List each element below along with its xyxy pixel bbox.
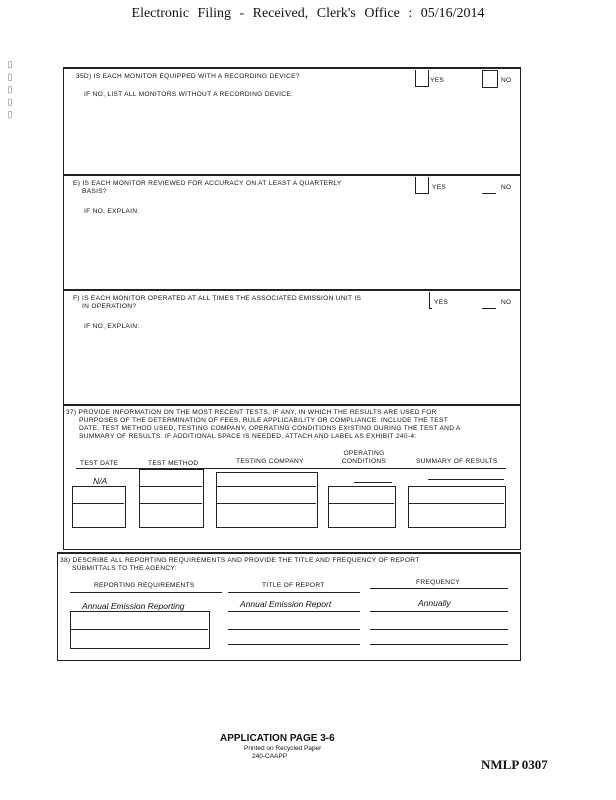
- yes-label-35d: YES: [430, 77, 445, 84]
- testing-company-field[interactable]: [216, 472, 318, 528]
- yes-checkbox-35f[interactable]: [429, 292, 432, 309]
- title-field-line[interactable]: [228, 629, 360, 630]
- instructions-37-line3: DATE, TEST METHOD USED, TESTING COMPANY, OPERATING CONDITIONS EXISTING DURING THE TEST AND A: [79, 425, 461, 432]
- instructions-37-line4: SUMMARY OF RESULTS. IF ADDITIONAL SPACE IS NEEDED, ATTACH AND LABEL AS EXHIBIT 240-4:: [79, 433, 417, 440]
- instructions-37-line2: PURPOSES OF THE DETERMINATION OF FEES, RULE APPLICABILITY OR COMPLIANCE. INCLUDE THE TEST: [79, 417, 449, 424]
- yes-checkbox-35e[interactable]: [415, 177, 429, 194]
- scan-marks: ▯ ▯ ▯ ▯ ▯: [6, 60, 16, 121]
- yes-label-35e: YES: [432, 184, 447, 191]
- row-divider: [216, 503, 316, 504]
- no-checkbox-35e[interactable]: [482, 193, 496, 194]
- bates-stamp: NMLP 0307: [481, 757, 548, 772]
- reporting-requirement-value: Annual Emission Reporting: [82, 601, 185, 611]
- col-testing-company: TESTING COMPANY: [236, 458, 304, 465]
- row-divider: [408, 503, 504, 504]
- section-37: [63, 404, 521, 550]
- no-checkbox-35f[interactable]: [482, 308, 496, 309]
- instructions-37-line1: 37) PROVIDE INFORMATION ON THE MOST RECENT TESTS, IF ANY, IN WHICH THE RESULTS ARE USED FOR: [66, 409, 437, 416]
- question-35f-line2: IN OPERATION?: [82, 303, 137, 310]
- test-method-field[interactable]: [139, 469, 204, 528]
- row-divider: [216, 486, 316, 487]
- instruction-35e: IF NO, EXPLAIN:: [84, 208, 140, 215]
- frequency-field-line[interactable]: [370, 629, 508, 630]
- section-35e: [63, 174, 521, 291]
- yes-checkbox-35d[interactable]: [415, 70, 429, 87]
- section-35f: [63, 289, 521, 406]
- title-field-line[interactable]: [228, 644, 360, 645]
- test-date-value: N/A: [93, 476, 108, 486]
- frequency-field-line[interactable]: [370, 644, 508, 645]
- frequency-field-line[interactable]: [370, 611, 508, 612]
- col-test-date: TEST DATE: [80, 460, 119, 467]
- header-rule-38: [70, 592, 222, 593]
- instructions-38-line2: SUBMITTALS TO THE AGENCY:: [72, 565, 177, 572]
- yes-label-35f: YES: [434, 299, 449, 306]
- recycled-paper-note: Printed on Recycled Paper: [244, 745, 322, 752]
- row-divider: [70, 629, 208, 630]
- filing-header: Electronic Filing - Received, Clerk's Office : 05/16/2014: [131, 6, 485, 21]
- form-number: 240-CAAPP: [252, 753, 288, 760]
- col-summary-results: SUMMARY OF RESULTS: [416, 458, 498, 465]
- row-divider: [328, 503, 394, 504]
- instruction-35f: IF NO, EXPLAIN:: [84, 323, 140, 330]
- no-checkbox-35d[interactable]: [482, 70, 498, 88]
- col-title-of-report: TITLE OF REPORT: [262, 582, 325, 589]
- row-divider: [72, 503, 124, 504]
- summary-results-field[interactable]: [408, 486, 506, 528]
- col-reporting-requirements: REPORTING REQUIREMENTS: [94, 582, 195, 589]
- reporting-requirements-field[interactable]: [70, 611, 210, 649]
- operating-conditions-field[interactable]: [328, 486, 396, 528]
- col-test-method: TEST METHOD: [148, 460, 199, 467]
- test-date-field[interactable]: [72, 486, 126, 528]
- row-divider: [139, 486, 202, 487]
- section-38: [57, 552, 521, 661]
- header-rule-38: [370, 588, 508, 589]
- question-35d: 35D) IS EACH MONITOR EQUIPPED WITH A RECORDING DEVICE?: [76, 73, 300, 80]
- header-rule-38: [228, 592, 360, 593]
- question-35e-line2: BASIS?: [82, 188, 107, 195]
- frequency-value: Annually: [418, 598, 451, 608]
- no-label-35f: NO: [501, 299, 512, 306]
- row-divider: [354, 482, 392, 483]
- report-title-value: Annual Emission Report: [240, 599, 332, 609]
- section-35d: [63, 67, 521, 176]
- question-35f-line1: F) IS EACH MONITOR OPERATED AT ALL TIMES THE ASSOCIATED EMISSION UNIT IS: [73, 295, 362, 302]
- no-label-35e: NO: [501, 184, 512, 191]
- instruction-35d: IF NO, LIST ALL MONITORS WITHOUT A RECORDING DEVICE:: [84, 91, 294, 98]
- col-operating-conditions: OPERATING CONDITIONS: [341, 450, 387, 465]
- row-divider: [428, 479, 504, 480]
- row-divider: [139, 503, 202, 504]
- col-frequency: FREQUENCY: [416, 579, 461, 586]
- application-page-label: APPLICATION PAGE 3-6: [220, 733, 335, 744]
- question-35e-line1: E) IS EACH MONITOR REVIEWED FOR ACCURACY ON AT LEAST A QUARTERLY: [73, 180, 342, 187]
- instructions-38-line1: 38) DESCRIBE ALL REPORTING REQUIREMENTS AND PROVIDE THE TITLE AND FREQUENCY OF REPORT: [60, 557, 420, 564]
- title-field-line[interactable]: [228, 611, 360, 612]
- no-label-35d: NO: [501, 77, 512, 84]
